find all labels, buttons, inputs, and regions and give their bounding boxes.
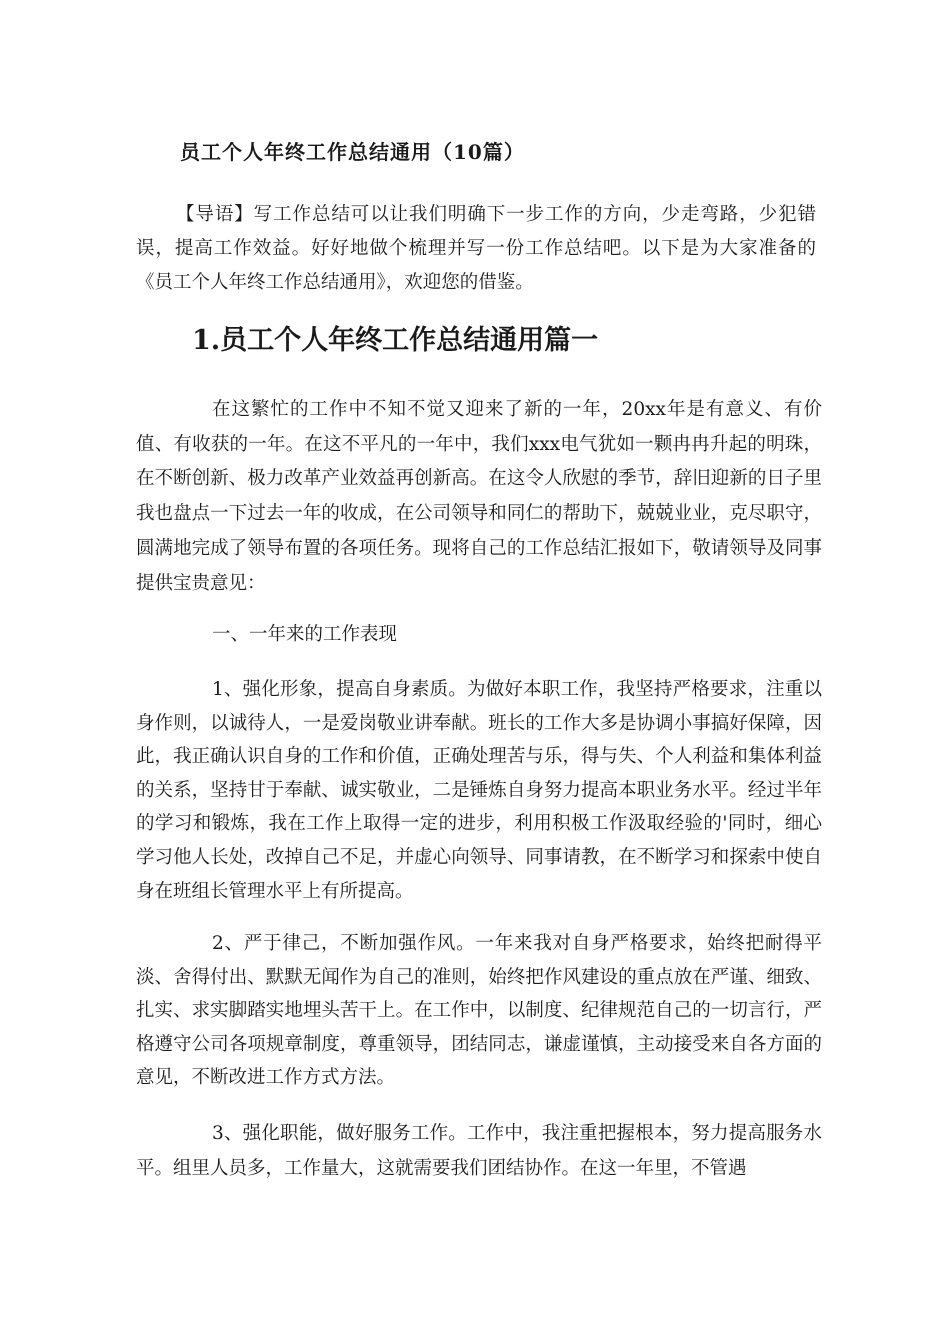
document-title: 员工个人年终工作总结通用（10篇）	[180, 140, 525, 164]
body-paragraph-item-3: 3、强化职能，做好服务工作。工作中，我注重把握根本，努力提高服务水平。组里人员多，工作量大，这就需要我们团结协作。在这一年里，不管遇	[136, 1123, 822, 1179]
section-heading: 1.员工个人年终工作总结通用篇一	[192, 325, 599, 356]
body-paragraph-opening: 在这繁忙的工作中不知不觉又迎来了新的一年，20xx年是有意义、有价值、有收获的一年。在这不平凡的一年中，我们xxx电气犹如一颗冉冉升起的明珠，在不断创新、极力改革产业效益再创新高。在这令人欣慰的季节，辞旧迎新的日子里我也盘点一下过去一年的收成，在公司领导和同仁的帮助下，兢兢业业，克尽职守，圆满地完成了领导布置的各项任务。现将自己的工作总结汇报如下，敬请领导及同事提供宝贵意见：	[136, 399, 822, 594]
subsection-heading: 一、一年来的工作表现	[212, 624, 398, 645]
intro-paragraph: 【导语】写工作总结可以让我们明确下一步工作的方向，少走弯路，少犯错误，提高工作效益。好好地做个梳理并写一份工作总结吧。以下是为大家准备的《员工个人年终工作总结通用》，欢迎您的借鉴。	[136, 204, 816, 293]
body-paragraph-item-1: 1、强化形象，提高自身素质。为做好本职工作，我坚持严格要求，注重以身作则，以诚待人，一是爱岗敬业讲奉献。班长的工作大多是协调小事搞好保障，因此，我正确认识自身的工作和价值，正确处理苦与乐，得与失、个人利益和集体利益的关系，坚持甘于奉献、诚实敬业，二是锤炼自身努力提高本职业务水平。经过半年的学习和锻炼，我在工作上取得一定的进步，利用积极工作汲取经验的'同时，细心学习他人长处，改掉自己不足，并虚心向领导、同事请教，在不断学习和探索中使自身在班组长管理水平上有所提高。	[136, 679, 822, 902]
body-paragraph-item-2: 2、严于律己，不断加强作风。一年来我对自身严格要求，始终把耐得平淡、舍得付出、默默无闻作为自己的准则，始终把作风建设的重点放在严谨、细致、扎实、求实脚踏实地埋头苦干上。在工作中，以制度、纪律规范自己的一切言行，严格遵守公司各项规章制度，尊重领导，团结同志，谦虚谨慎，主动接受来自各方面的意见，不断改进工作方式方法。	[136, 933, 822, 1088]
